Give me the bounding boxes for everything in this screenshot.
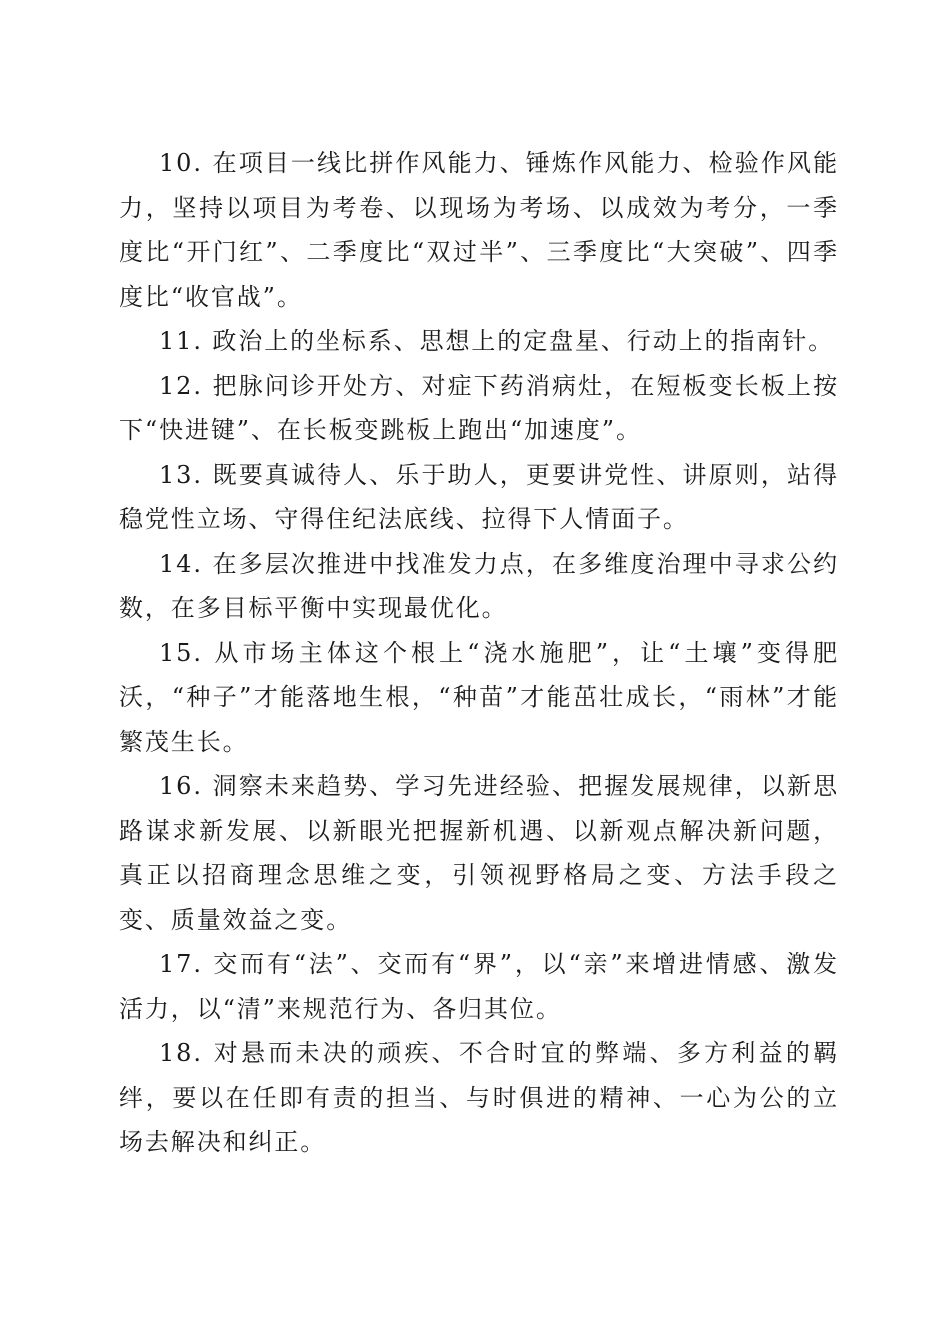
paragraph-14: 14. 在多层次推进中找准发力点，在多维度治理中寻求公约数，在多目标平衡中实现最优化。: [119, 549, 839, 622]
paragraph-17: 17. 交而有“法”、交而有“界”，以“亲”来增进情感、激发活力，以“清”来规范行为、各归其位。: [119, 950, 839, 1023]
paragraph-12: 12. 把脉问诊开处方、对症下药消病灶，在短板变长板上按下“快进键”、在长板变跳板上跑出“加速度”。: [119, 371, 839, 444]
paragraph-11: 11. 政治上的坐标系、思想上的定盘星、行动上的指南针。: [159, 327, 834, 355]
paragraph-13: 13. 既要真诚待人、乐于助人，更要讲党性、讲原则，站得稳党性立场、守得住纪法底线、拉得下人情面子。: [119, 460, 839, 533]
paragraph-15: 15. 从市场主体这个根上“浇水施肥”，让“土壤”变得肥沃，“种子”才能落地生根，“种苗”才能茁壮成长，“雨林”才能繁茂生长。: [119, 638, 839, 756]
paragraph-18: 18. 对悬而未决的顽疾、不合时宜的弊端、多方利益的羁绊，要以在任即有责的担当、与时俱进的精神、一心为公的立场去解决和纠正。: [119, 1039, 839, 1156]
paragraph-16: 16. 洞察未来趋势、学习先进经验、把握发展规律，以新思路谋求新发展、以新眼光把握新机遇、以新观点解决新问题，真正以招商理念思维之变，引领视野格局之变、方法手段之变、质量效益之变。: [119, 772, 839, 934]
document-body: [119, 141, 839, 1165]
paragraph-10: 10. 在项目一线比拼作风能力、锤炼作风能力、检验作风能力，坚持以项目为考卷、以现场为考场、以成效为考分，一季度比“开门红”、二季度比“双过半”、三季度比“大突破”、四季度比“收官战”。: [119, 149, 839, 311]
